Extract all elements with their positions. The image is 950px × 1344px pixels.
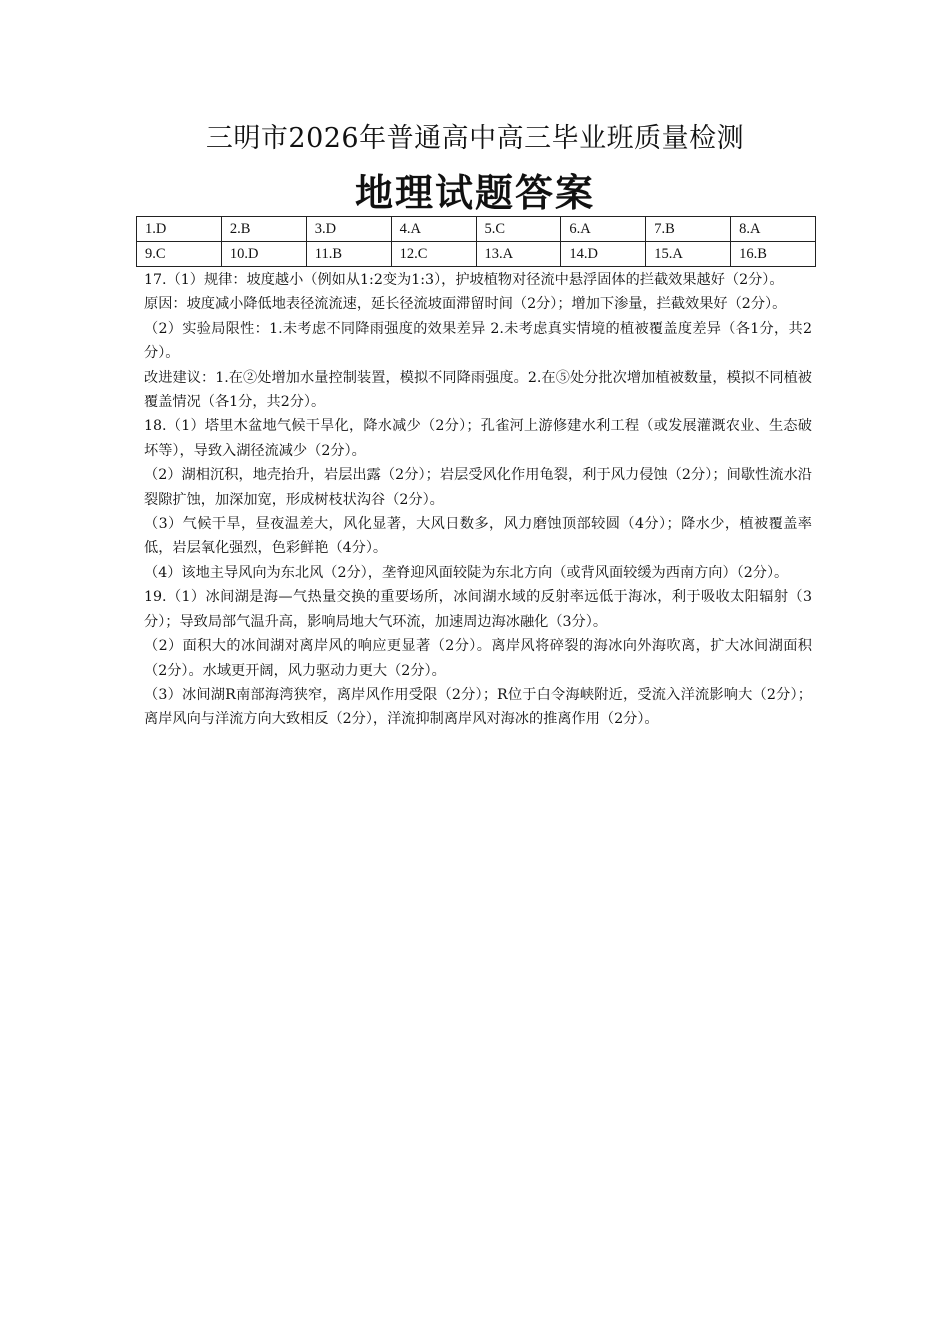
answer-paragraph: （4）该地主导风向为东北风（2分），垄脊迎风面较陡为东北方向（或背风面较缓为西南方向）（2分）。 <box>144 564 789 581</box>
answer-cell: 12.C <box>391 242 476 267</box>
answer-paragraph: （2）实验局限性：1.未考虑不同降雨强度的效果差异 2.未考虑真实情境的植被覆盖度差异（各1分，共2分）。 <box>144 320 812 362</box>
answer-cell: 13.A <box>476 242 561 267</box>
answer-cell: 9.C <box>137 242 222 267</box>
answer-cell: 5.C <box>476 217 561 242</box>
answer-cell: 8.A <box>731 217 816 242</box>
answer-cell: 14.D <box>561 242 646 267</box>
answer-table <box>136 216 816 267</box>
answer-cell: 11.B <box>306 242 391 267</box>
answer-cell: 4.A <box>391 217 476 242</box>
answer-paragraph: （2）湖相沉积，地壳抬升，岩层出露（2分）；岩层受风化作用龟裂，利于风力侵蚀（2分）；间歇性流水沿裂隙扩蚀，加深加宽，形成树枝状沟谷（2分）。 <box>144 467 812 508</box>
answer-paragraph: 17.（1）规律：坡度越小（例如从1:2变为1:3），护坡植物对径流中悬浮固体的拦截效果越好（2分）。 <box>144 272 784 288</box>
table-row <box>137 217 816 242</box>
answer-cell: 16.B <box>731 242 816 267</box>
answer-paragraph: （2）面积大的冰间湖对离岸风的响应更显著（2分）。离岸风将碎裂的海冰向外海吹离，扩大冰间湖面积（2分）。水域更开阔，风力驱动力更大（2分）。 <box>144 638 812 679</box>
answer-cell: 10.D <box>221 242 306 267</box>
answer-paragraph: 19.（1）冰间湖是海—气热量交换的重要场所，冰间湖水域的反射率远低于海冰，利于吸收太阳辐射（3分）；导致局部气温升高，影响局地大气环流，加速周边海冰融化（3分）。 <box>144 589 812 630</box>
exam-subtitle: 三明市2026年普通高中高三毕业班质量检测 <box>205 123 745 154</box>
answer-paragraph: 原因：坡度减小降低地表径流流速，延长径流坡面滞留时间（2分）；增加下渗量，拦截效果好（2分）。 <box>144 296 787 313</box>
answer-explanations <box>144 268 812 732</box>
answer-paragraph: 18.（1）塔里木盆地气候干旱化，降水减少（2分）；孔雀河上游修建水利工程（或发展灌溉农业、生态破坏等），导致入湖径流减少（2分）。 <box>144 418 812 459</box>
answer-cell: 7.B <box>646 217 731 242</box>
page-title: 地理试题答案 <box>354 170 595 215</box>
table-row <box>137 242 816 267</box>
answer-cell: 3.D <box>306 217 391 242</box>
answer-cell: 2.B <box>221 217 306 242</box>
answer-paragraph: 改进建议：1.在②处增加水量控制装置，模拟不同降雨强度。2.在⑤处分批次增加植被数量，模拟不同植被覆盖情况（各1分，共2分）。 <box>144 369 812 411</box>
answer-cell: 15.A <box>646 242 731 267</box>
answer-paragraph: （3）气候干旱，昼夜温差大，风化显著，大风日数多，风力磨蚀顶部较圆（4分）；降水少，植被覆盖率低，岩层氧化强烈，色彩鲜艳（4分）。 <box>144 516 812 557</box>
answer-paragraph: （3）冰间湖R南部海湾狭窄，离岸风作用受限（2分）；R位于白令海峡附近，受流入洋流影响大（2分）；离岸风向与洋流方向大致相反（2分），洋流抑制离岸风对海冰的推离作用（2分）。 <box>144 686 812 728</box>
answer-cell: 6.A <box>561 217 646 242</box>
answer-cell: 1.D <box>137 217 222 242</box>
